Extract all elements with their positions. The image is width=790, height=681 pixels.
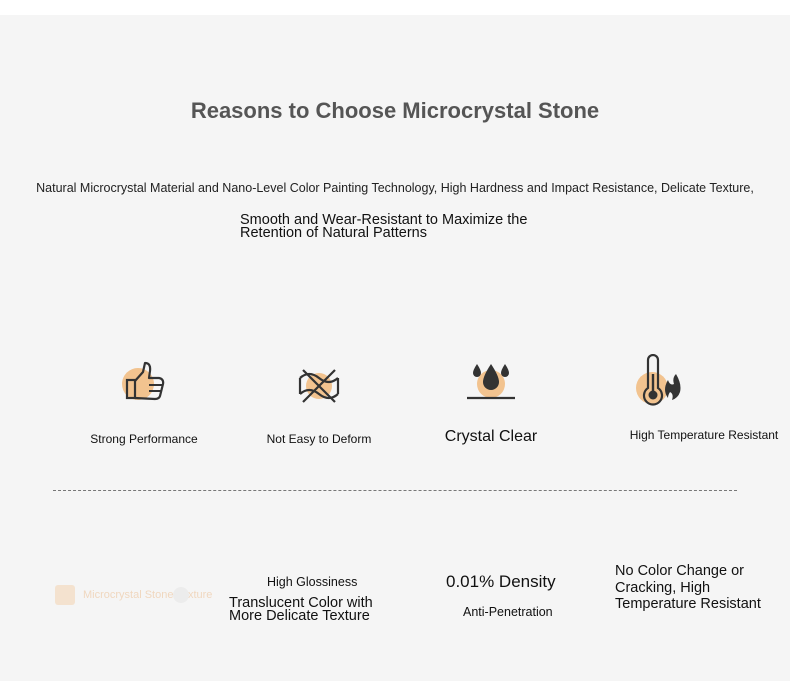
density-description: Anti-Penetration — [463, 605, 553, 619]
texture-dot-icon — [173, 587, 189, 603]
thumbs-up-icon — [118, 358, 170, 406]
feature-label: Not Easy to Deform — [266, 432, 372, 446]
water-drops-icon — [463, 358, 519, 404]
feature-label: Strong Performance — [90, 432, 198, 446]
glossiness-description: Translucent Color with More Delicate Texture — [229, 595, 373, 624]
glossiness-title: High Glossiness — [267, 575, 358, 589]
feature-label: High Temperature Resistant — [629, 428, 779, 442]
intro-text-line2: Smooth and Wear-Resistant to Maximize the Retention of Natural Patterns — [240, 212, 528, 241]
faded-texture-label: Microcrystal Stone Texture — [83, 589, 213, 601]
faded-texture-badge — [55, 585, 230, 609]
dashed-divider — [53, 490, 737, 491]
feature-strong-performance — [84, 358, 204, 446]
feature-label: Crystal Clear — [444, 428, 538, 445]
feature-crystal-clear — [431, 358, 551, 446]
page-title: Reasons to Choose Microcrystal Stone — [190, 98, 600, 123]
color-stability-description: No Color Change or Cracking, High Temperature Resistant — [615, 563, 761, 612]
no-deform-icon — [295, 364, 343, 408]
stone-sample-icon — [55, 585, 75, 605]
density-title: 0.01% Density — [446, 572, 556, 591]
feature-high-temperature-resistant — [624, 354, 784, 442]
intro-text-line1: Natural Microcrystal Material and Nano-Level Color Painting Technology, High Hardness and Impact Resistance, Delicate Texture, — [36, 181, 754, 195]
feature-not-easy-to-deform — [259, 364, 379, 446]
thermometer-flame-icon — [632, 354, 684, 408]
